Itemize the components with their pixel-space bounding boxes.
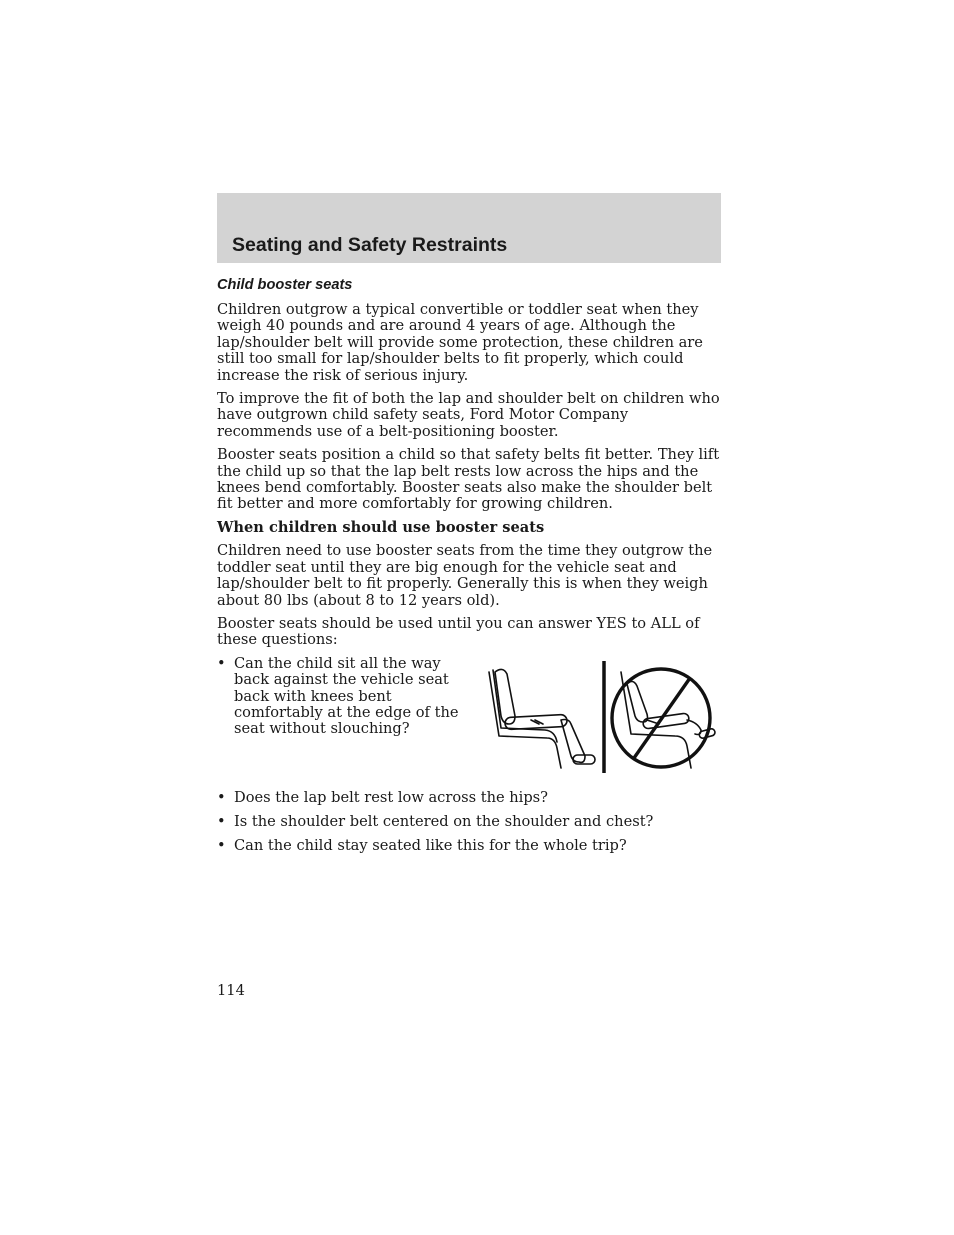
booster-seat-illustration [487,660,719,776]
bullet-glyph: • [217,812,226,830]
header-band [217,193,721,263]
correct-seating-icon [489,669,595,768]
paragraph: Children need to use booster seats from the time they outgrow the toddler seat until they are big enough for the vehicle seat and lap/shoulder belt to fit properly. Generally this is when they weigh about 80 lbs (about 8 to 12 years old). [217,542,713,609]
bullet-glyph: • [217,788,226,806]
list-item [217,790,721,806]
list-item-text: Does the lap belt rest low across the hips? [234,788,548,806]
list-item-text: Is the shoulder belt centered on the shoulder and chest? [234,812,654,830]
page-number: 114 [217,982,245,999]
paragraph: To improve the fit of both the lap and shoulder belt on children who have outgrown child safety seats, Ford Motor Company recommends use of a belt-positioning booster. [217,390,720,440]
subheading: Child booster seats [217,277,353,293]
paragraph: Children outgrow a typical convertible or toddler seat when they weigh 40 pounds and are around 4 years of age. Although the lap/shoulder belt will provide some protection, these children are still too small for lap/shoulder belts to fit properly, which could increase the risk of serious injury. [217,301,703,384]
list-item [217,838,721,854]
bullet-list [217,790,721,854]
paragraph: Booster seats should be used until you can answer YES to ALL of these questions: [217,614,700,649]
list-item-text: Can the child stay seated like this for the whole trip? [234,836,627,854]
prohibition-sign-icon [612,669,710,767]
bullet-glyph: • [217,654,226,672]
list-item-text: Can the child sit all the way back against the vehicle seat back with knees bent comfortably at the edge of the seat without slouching? [234,654,459,738]
bold-heading: When children should use booster seats [217,518,545,536]
paragraph: Booster seats position a child so that safety belts fit better. They lift the child up so that the lap belt rests low across the hips and the knees bend comfortably. Booster seats also make the shoulder belt fit better and more comfortably for growing children. [217,446,720,513]
section-title: Seating and Safety Restraints [232,234,508,256]
bullet-glyph: • [217,836,226,854]
list-item [217,814,721,830]
